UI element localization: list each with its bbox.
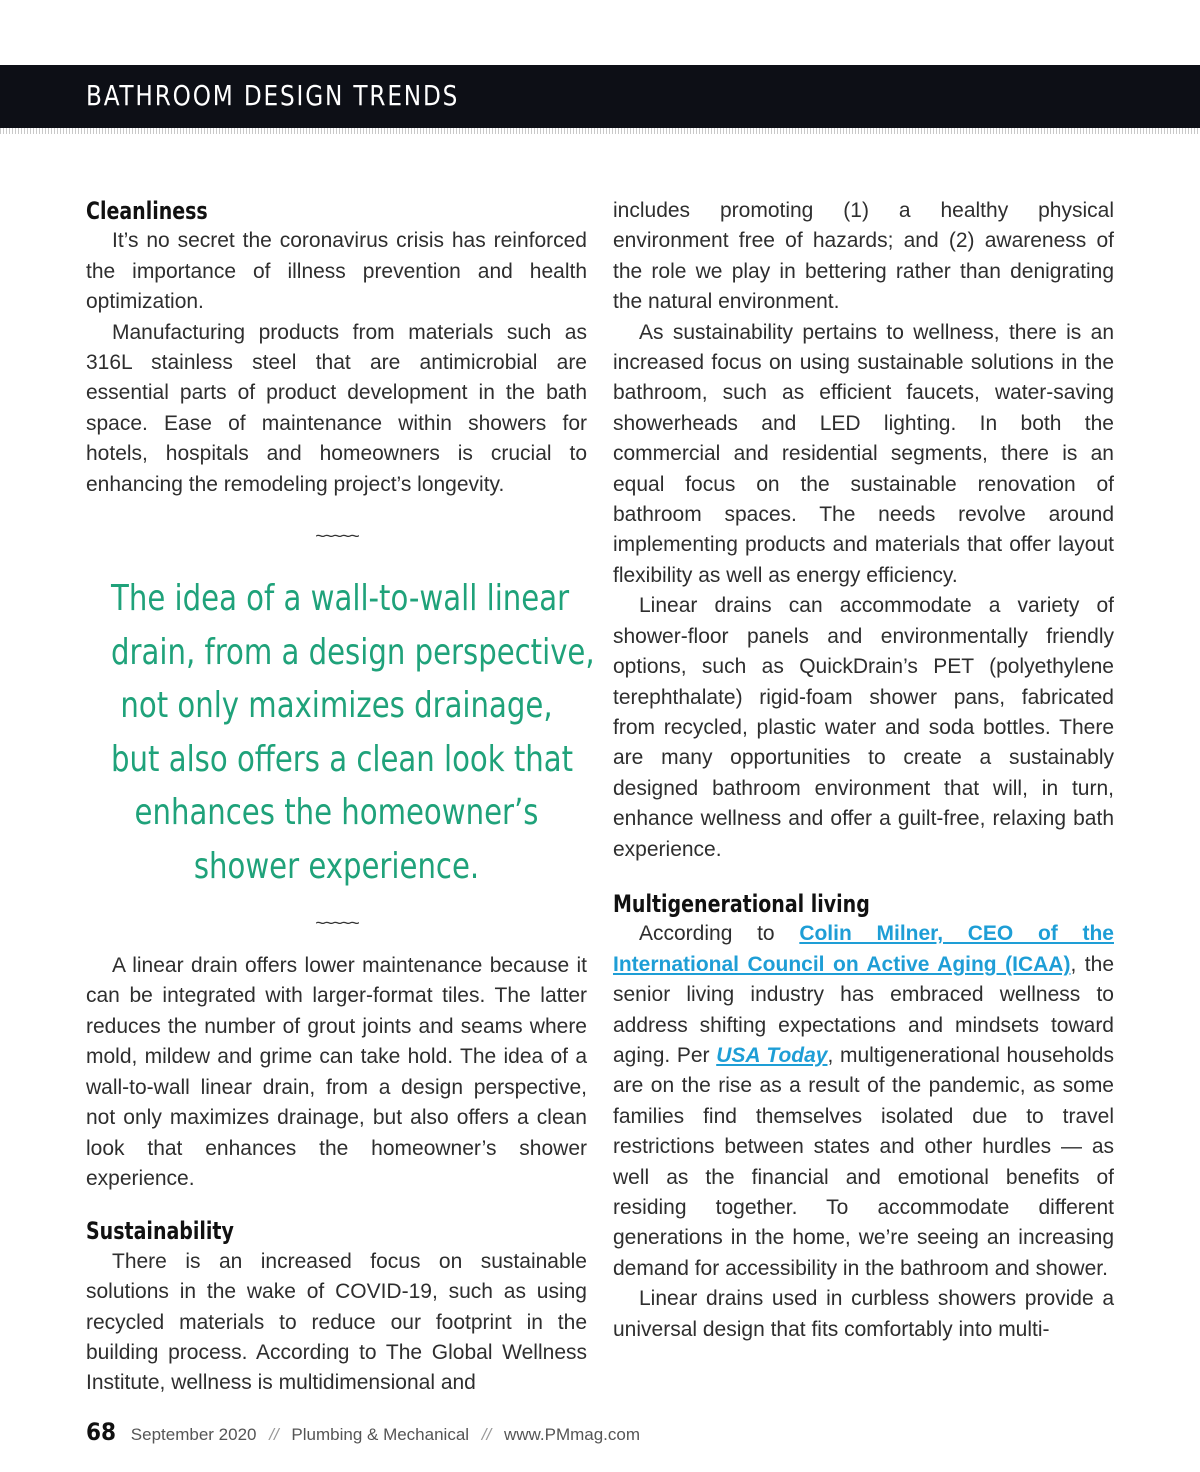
usa-today-link[interactable]: USA Today <box>716 1043 828 1067</box>
heading-sustainability: Sustainability <box>86 1217 234 1246</box>
section-title: BATHROOM DESIGN TRENDS <box>86 79 460 112</box>
header-divider <box>0 128 1200 134</box>
pull-quote <box>86 572 595 893</box>
heading-cleanliness: Cleanliness <box>86 197 208 225</box>
page-number: 68 <box>86 1418 117 1446</box>
paragraph: As sustainability pertains to wellness, there is an increased focus on using sustainable solutions in the bathroom, such as efficient faucets, water-saving showerheads and LED lighting. In both the commercial and residential segments, there is an equal focus on the sustainable renovation of bathroom spaces. The needs revolve around implementing products and materials that offer layout flexibility as well as energy efficiency. <box>613 320 1114 587</box>
paragraph: includes promoting (1) a healthy physical environment free of hazards; and (2) awareness of the role we play in bettering rather than denigrating the natural environment. <box>613 199 1114 314</box>
paragraph: Manufacturing products from materials such as 316L stainless steel that are antimicrobial are essential parts of product development in the bath space. Ease of maintenance within showers for hotels, hospitals and homeowners is crucial to enhancing the remodeling project’s longevity. <box>86 320 587 496</box>
left-column <box>86 196 595 1399</box>
icaa-link[interactable]: Colin Milner, CEO of the International Council on Active Aging (ICAA) <box>613 922 1114 976</box>
paragraph <box>613 919 1114 1284</box>
text-span: According to <box>639 922 800 946</box>
paragraph: Linear drains used in curbless showers provide a universal design that fits comfortably into multi- <box>613 1287 1114 1341</box>
page-footer <box>86 1414 640 1453</box>
pull-quote-line: not only maximizes drainage, <box>120 685 553 727</box>
pull-quote-line: enhances the homeowner’s <box>134 792 539 834</box>
separator: // <box>481 1425 492 1444</box>
pull-quote-line: but also offers a clean look that <box>111 738 574 780</box>
paragraph: There is an increased focus on sustainable solutions in the wake of COVID-19, such as using recycled materials to reduce our footprint in the building process. According to The Global Wellness Institute, wellness is multidimensional and <box>86 1249 587 1395</box>
paragraph: A linear drain offers lower maintenance because it can be integrated with larger-format tiles. The latter reduces the number of grout joints and seams where mold, mildew and grime can take hold. The idea of a wall-to-wall linear drain, from a design perspective, not only maximizes drainage, but also offers a clean look that enhances the homeowner’s shower experience. <box>86 954 587 1190</box>
ornament-divider: ~~~~~ <box>315 913 358 934</box>
pull-quote-line: The idea of a wall-to-wall linear <box>111 578 570 620</box>
publication-name: Plumbing & Mechanical <box>291 1425 470 1444</box>
issue-date: September 2020 <box>130 1425 257 1444</box>
paragraph: It’s no secret the coronavirus crisis has reinforced the importance of illness prevention and health optimization. <box>86 229 587 314</box>
right-column <box>613 196 1114 1345</box>
ornament-divider: ~~~~~ <box>315 526 358 547</box>
text-span: , multigenerational households are on the rise as a result of the pandemic, as some families find themselves isolated due to travel restrictions between states and other hurdles — as well as the financial and emotional benefits of residing together. To accommodate different generations in the home, we’re seeing an increasing demand for accessibility in the bathroom and shower. <box>613 1043 1114 1280</box>
pull-quote-line: shower experience. <box>193 845 480 887</box>
separator: // <box>269 1425 279 1444</box>
pull-quote-line: drain, from a design perspective, <box>111 631 595 673</box>
text-span: , the senior living industry has embraced wellness to address shifting expectations and mindsets toward aging. Per <box>613 952 1114 1067</box>
website: www.PMmag.com <box>503 1425 641 1444</box>
heading-multigenerational: Multigenerational living <box>613 889 870 918</box>
paragraph: Linear drains can accommodate a variety of shower-floor panels and environmentally friendly options, such as QuickDrain’s PET (polyethylene terephthalate) rigid-foam shower pans, fabricated from recycled, plastic water and soda bottles. There are many opportunities to create a sustainably designed bathroom environment that will, in turn, enhance wellness and offer a guilt-free, relaxing bath experience. <box>613 594 1114 861</box>
